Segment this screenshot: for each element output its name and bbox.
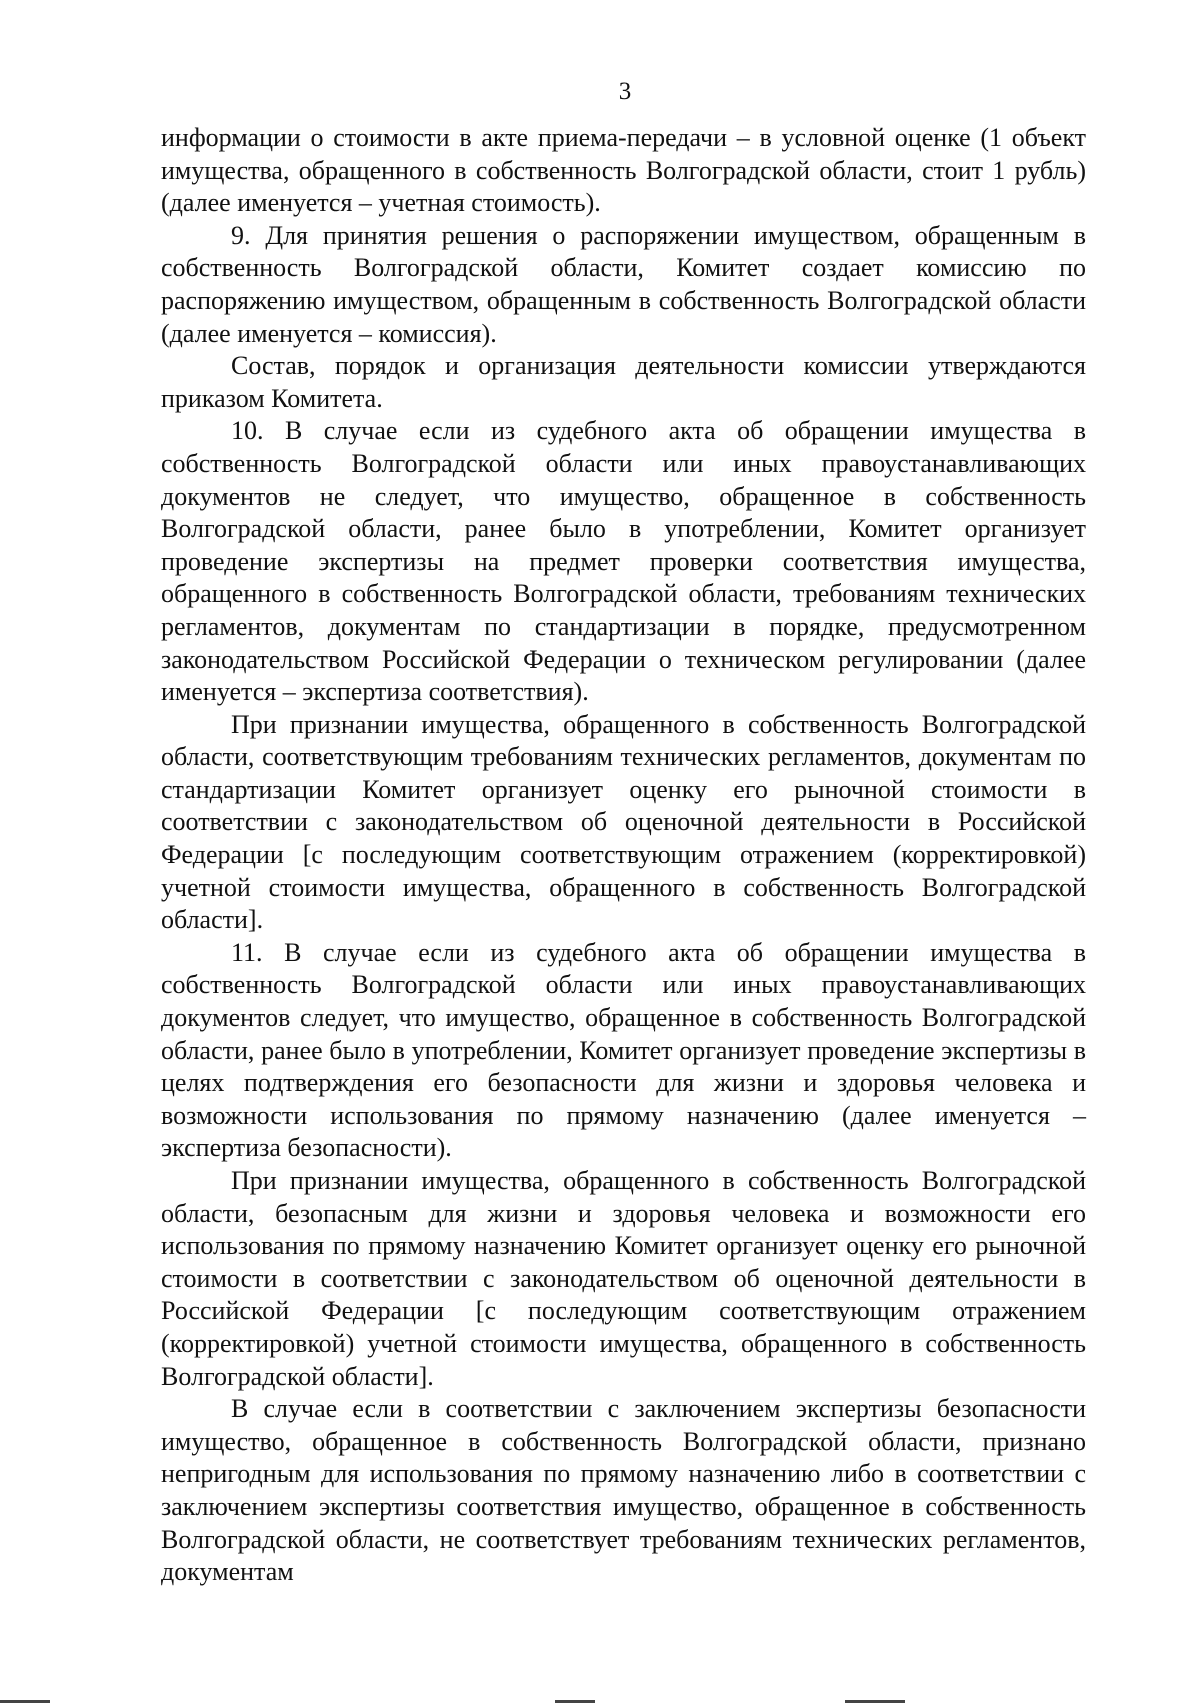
paragraph-market-value-conformity: При признании имущества, обращенного в собственность Волгоградской области, соответствующим требованиям технических регламентов, документам по стандартизации Комитет организует оценку его рыночной стоимости в соответствии с законодательством об оценочной деятельности в Российской Федерации [с последующим соответствующим отражением (корректировкой) учетной стоимости имущества, обращенного в собственность Волгоградской области]. [161,709,1086,935]
paragraph-item-10: 10. В случае если из судебного акта об обращении имущества в собственность Волгоградской области или иных правоустанавливающих документов не следует, что имущество, обращенное в собственность Волгоградской области, ранее было в употреблении, Комитет организует проведение экспертизы на предмет проверки соответствия имущества, обращенного в собственность Волгоградской области, требованиям технических регламентов, документам по стандартизации в порядке, предусмотренном законодательством Российской Федерации о техническом регулировании (далее именуется – экспертиза соответствия). [161,416,1086,707]
paragraph-commission-composition: Состав, порядок и организация деятельности комиссии утверждаются приказом Комитета. [161,351,1086,413]
scan-mark-left [0,1700,50,1703]
paragraph-item-9: 9. Для принятия решения о распоряжении имуществом, обращенным в собственность Волгоградской области, Комитет создает комиссию по распоряжению имуществом, обращенным в собственность Волгоградской области (далее именуется – комиссия). [161,220,1086,348]
paragraph-unfit-property: В случае если в соответствии с заключением экспертизы безопасности имущество, обращенное в собственность Волгоградской области, признано непригодным для использования по прямому назначению либо в соответствии с заключением экспертизы соответствия имущество, обращенное в собственность Волгоградской области, не соответствует требованиям технических регламентов, документам [161,1394,1086,1587]
page-number: 3 [618,78,632,105]
document-body [161,122,1086,1589]
scan-mark-center [555,1700,595,1703]
scan-mark-right [845,1700,905,1703]
paragraph-continuation: информации о стоимости в акте приема-передачи – в условной оценке (1 объект имущества, обращенного в собственность Волгоградской области, стоит 1 рубль) (далее именуется – учетная стоимость). [161,123,1086,218]
paragraph-market-value-safety: При признании имущества, обращенного в собственность Волгоградской области, безопасным для жизни и здоровья человека и возможности его использования по прямому назначению Комитет организует оценку его рыночной стоимости в соответствии с законодательством об оценочной деятельности в Российской Федерации [с последующим соответствующим отражением (корректировкой) учетной стоимости имущества, обращенного в собственность Волгоградской области]. [161,1166,1086,1391]
paragraph-item-11: 11. В случае если из судебного акта об обращении имущества в собственность Волгоградской области или иных правоустанавливающих документов следует, что имущество, обращенное в собственность Волгоградской области, ранее было в употреблении, Комитет организует проведение экспертизы в целях подтверждения его безопасности для жизни и здоровья человека и возможности использования по прямому назначению (далее именуется – экспертиза безопасности). [161,937,1086,1163]
